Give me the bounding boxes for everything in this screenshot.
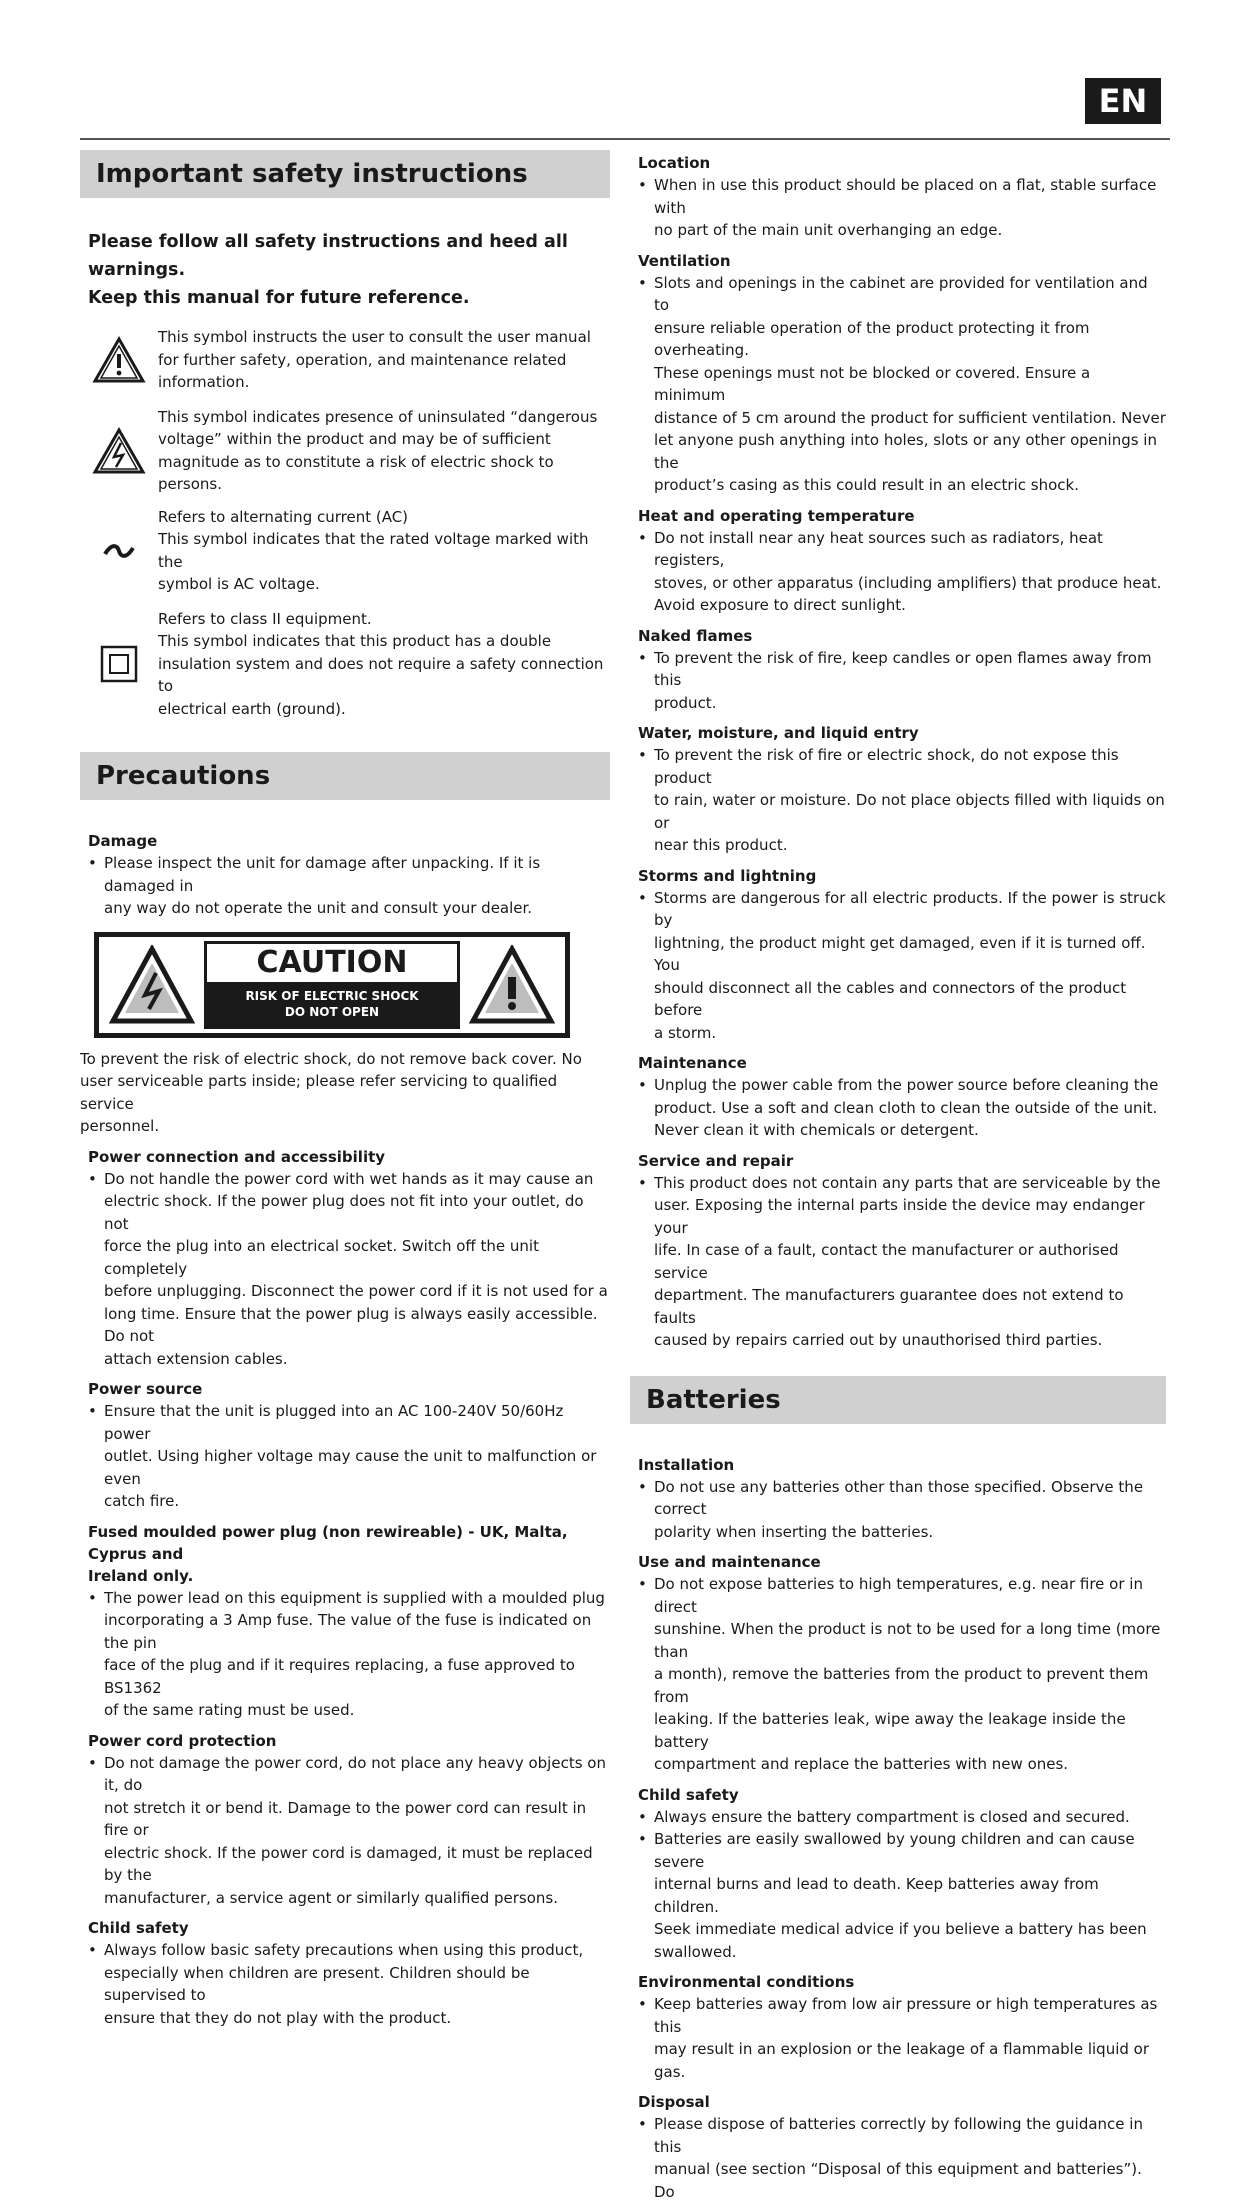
warning-triangle-icon: [80, 326, 158, 394]
symbol-text-line: Refers to class II equipment.: [158, 609, 372, 628]
bullet-item: • Do not use any batteries other than those specified. Observe the correct polarity when inserting the batteries.: [638, 1476, 1166, 1544]
bullet-item: • Storms are dangerous for all electric products. If the power is struck by lightning, the product might get damaged, even if it is turned off. You should disconnect all the cables and connectors of the product before a storm.: [638, 887, 1166, 1045]
intro-text: [80, 228, 610, 312]
bullet-item: • Please inspect the unit for damage after unpacking. If it is damaged in any way do not operate the unit and consult your dealer.: [88, 852, 610, 920]
symbol-text-line: information.: [158, 373, 250, 391]
bullet-item: • Unplug the power cable from the power source before cleaning the product. Use a soft and clean cloth to clean the outside of the unit. Never clean it with chemicals or detergent.: [638, 1074, 1166, 1142]
section-title: Disposal: [638, 2093, 710, 2111]
section-title: Use and maintenance: [638, 1553, 821, 1571]
intro-line: Keep this manual for future reference.: [88, 288, 470, 308]
intro-line: Please follow all safety instructions and heed all warnings.: [88, 232, 568, 280]
language-badge: EN: [1085, 78, 1161, 124]
section-title: Location: [638, 154, 711, 172]
symbol-row: [80, 326, 610, 394]
bullet-item: • Always follow basic safety precautions when using this product, especially when children are present. Children should be supervised to ensure that they do not play with the product.: [88, 1939, 610, 2029]
bullet-item: • Always ensure the battery compartment is closed and secured.: [638, 1806, 1166, 1829]
bullet-item: • To prevent the risk of fire or electric shock, do not expose this product to rain, water or moisture. Do not place objects filled with liquids on or near this product.: [638, 744, 1166, 857]
symbol-text-line: magnitude as to constitute a risk of electric shock to persons.: [158, 452, 554, 493]
section-title: Power cord protection: [88, 1731, 277, 1750]
bullet-item: • When in use this product should be placed on a flat, stable surface with no part of the main unit overhanging an edge.: [638, 174, 1166, 242]
safety-heading: Important safety instructions: [80, 150, 610, 198]
symbol-text-line: This symbol indicates presence of uninsulated “dangerous: [158, 407, 598, 426]
left-column: [80, 150, 610, 2029]
bullet-item: • Ensure that the unit is plugged into an AC 100-240V 50/60Hz power outlet. Using higher voltage may cause the unit to malfunction or even catch fire.: [88, 1400, 610, 1513]
section-title: Power source: [88, 1380, 203, 1398]
bullet-item: • Please dispose of batteries correctly by following the guidance in this manual (see section “Disposal of this equipment and batteries”). Do: [638, 2113, 1166, 2203]
class-ii-double-square-icon: [80, 608, 158, 721]
section-title: Service and repair: [638, 1151, 794, 1170]
section-title: Child safety: [638, 1785, 739, 1804]
symbol-text-line: Refers to alternating current (AC): [158, 507, 409, 526]
section-title: Child safety: [88, 1919, 189, 1937]
caution-paragraph: To prevent the risk of electric shock, do not remove back cover. No user serviceable parts inside; please refer servicing to qualified service personnel.: [80, 1049, 582, 1135]
bullet-item: • Do not expose batteries to high temperatures, e.g. near fire or in direct sunshine. When the product is not to be used for a long time (more than a month), remove the batteries from the product to prevent them from leaking. If the batteries leak, wipe away the leakage inside the battery compartment and replace the batteries with new ones.: [638, 1573, 1166, 1776]
precautions-heading: Precautions: [80, 752, 610, 800]
symbol-text-line: for further safety, operation, and maintenance related: [158, 350, 567, 369]
caution-subtext: DO NOT OPEN: [284, 1004, 380, 1019]
symbol-text-line: electrical earth (ground).: [158, 699, 346, 718]
symbol-text-line: voltage” within the product and may be of sufficient: [158, 430, 551, 448]
section-title: Power connection and accessibility: [88, 1147, 386, 1166]
symbol-row: [80, 506, 610, 596]
section-title: Ventilation: [638, 251, 731, 270]
batteries-heading: Batteries: [630, 1376, 1166, 1424]
caution-label: [94, 932, 570, 1038]
bullet-item: • Do not damage the power cord, do not place any heavy objects on it, do not stretch it or bend it. Damage to the power cord can result in fire or electric shock. If the power cord is damaged, it must be replaced by the manufacturer, a service agent or similarly qualified persons.: [88, 1752, 610, 1910]
bullet-item: • Batteries are easily swallowed by young children and can cause severe internal burns and lead to death. Keep batteries away from children. Seek immediate medical advice if you believe a battery has been swallowed.: [638, 1828, 1166, 1963]
symbol-text-line: This symbol indicates that this product has a double: [158, 632, 552, 650]
bullet-item: • Keep batteries away from low air pressure or high temperatures as this may result in an explosion or the leakage of a flammable liquid or gas.: [638, 1993, 1166, 2083]
bullet-item: • Slots and openings in the cabinet are provided for ventilation and to ensure reliable operation of the product protecting it from overheating. These openings must not be blocked or covered. Ensure a minimum distance of 5 cm around the product for sufficient ventilation. Never let anyone push anything into holes, slots or any other openings in the product’s casing as this could result in an electric shock.: [638, 272, 1166, 497]
section-title: Storms and lightning: [638, 866, 817, 885]
top-divider: [80, 138, 1170, 140]
section-title: Water, moisture, and liquid entry: [638, 724, 919, 742]
symbol-text-line: This symbol indicates that the rated voltage marked with the: [158, 530, 589, 571]
bullet-item: • Do not install near any heat sources such as radiators, heat registers, stoves, or other apparatus (including amplifiers) that produce heat. Avoid exposure to direct sunlight.: [638, 527, 1166, 617]
section-title: Installation: [638, 1455, 735, 1474]
alternating-current-icon: [80, 506, 158, 596]
caution-subtext: RISK OF ELECTRIC SHOCK: [245, 988, 419, 1003]
section-title: Fused moulded power plug (non rewireable) - UK, Malta, Cyprus and Ireland only.: [88, 1522, 568, 1585]
symbol-row: [80, 406, 610, 496]
symbol-text-line: This symbol instructs the user to consult the user manual: [158, 328, 591, 346]
symbol-row: [80, 608, 610, 721]
electric-shock-triangle-icon: [80, 406, 158, 496]
caution-word: CAUTION: [207, 944, 457, 982]
section-title: Damage: [88, 832, 158, 850]
symbol-text-line: symbol is AC voltage.: [158, 575, 320, 593]
section-title: Maintenance: [638, 1054, 747, 1072]
bullet-item: • Do not handle the power cord with wet hands as it may cause an electric shock. If the power plug does not fit into your outlet, do not force the plug into an electrical socket. Switch off the unit completely before unplugging. Disconnect the power cord if it is not used for a long time. Ensure that the power plug is always easily accessible. Do not attach extension cables.: [88, 1168, 610, 1371]
bullet-item: • The power lead on this equipment is supplied with a moulded plug incorporating a 3 Amp fuse. The value of the fuse is indicated on the pin face of the plug and if it requires replacing, a fuse approved to BS1362 of the same rating must be used.: [88, 1587, 610, 1722]
right-column: [630, 150, 1166, 2203]
section-title: Heat and operating temperature: [638, 506, 915, 525]
symbol-text-line: insulation system and does not require a safety connection to: [158, 654, 604, 695]
warning-triangle-icon: [469, 945, 555, 1025]
section-title: Naked flames: [638, 626, 753, 645]
electric-shock-triangle-icon: [109, 945, 195, 1025]
section-title: Environmental conditions: [638, 1973, 855, 1991]
bullet-item: • This product does not contain any parts that are serviceable by the user. Exposing the internal parts inside the device may endanger your life. In case of a fault, contact the manufacturer or authorised service department. The manufacturers guarantee does not extend to faults caused by repairs carried out by unauthorised third parties.: [638, 1172, 1166, 1352]
bullet-item: • To prevent the risk of fire, keep candles or open flames away from this product.: [638, 647, 1166, 715]
